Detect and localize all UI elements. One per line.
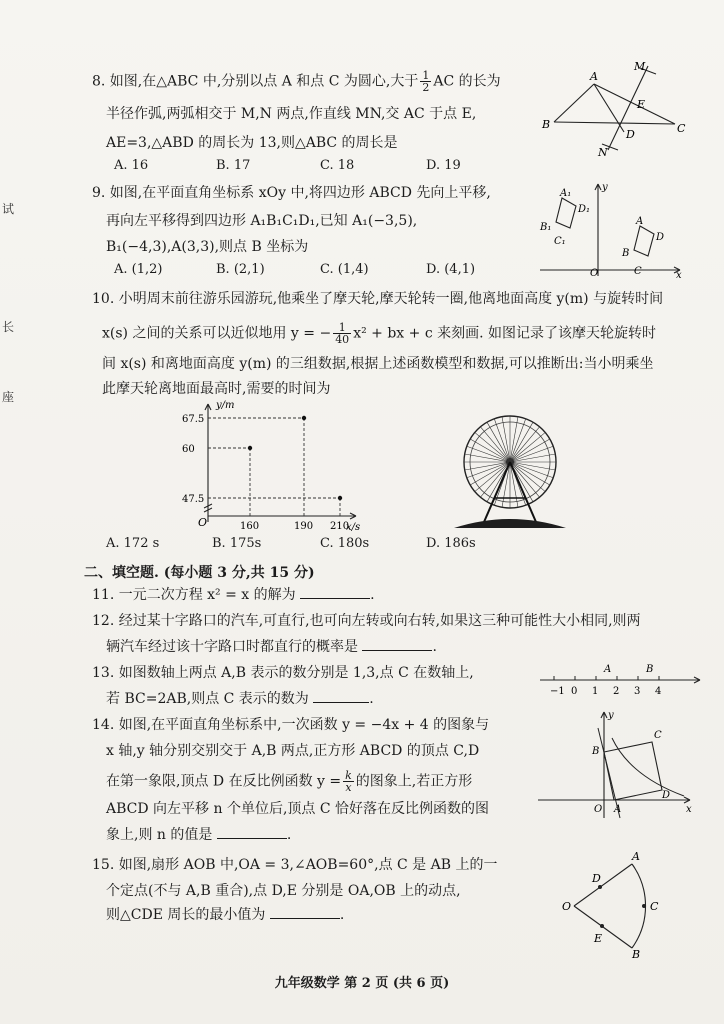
q9-option-d: D. (4,1)	[426, 262, 476, 277]
q14-line1: 14. 如图,在平面直角坐标系中,一次函数 y = −4x + 4 的图象与	[92, 717, 490, 733]
q8-option-a: A. 16	[114, 158, 149, 173]
q10-option-c: C. 180s	[320, 536, 370, 551]
q10-line1: 10. 小明周末前往游乐园游玩,他乘坐了摩天轮,摩天轮转一圈,他离地面高度 y(m) 与旋转时间	[92, 291, 664, 307]
x-tick-label: 210	[330, 521, 350, 532]
q13-point-b: B	[646, 664, 654, 675]
q9-line2: 再向左平移得到四边形 A₁B₁C₁D₁,已知 A₁(−3,5),	[106, 213, 418, 229]
q8-label-n: N	[598, 146, 608, 159]
answer-blank[interactable]	[313, 690, 369, 703]
q9-label-a1: A₁	[560, 188, 572, 199]
q14-line4: ABCD 向左平移 n 个单位后,顶点 C 恰好落在反比例函数的图	[106, 801, 490, 817]
y-tick-label: 60	[182, 444, 195, 455]
q8-line3: AE=3,△ABD 的周长为 13,则△ABC 的周长是	[106, 135, 398, 151]
q10-line4: 此摩天轮离地面最高时,需要的时间为	[102, 381, 331, 397]
q13-number-line	[536, 662, 706, 698]
q9-line3: B₁(−4,3),A(3,3),则点 B 坐标为	[106, 239, 309, 255]
q8-label-e: E	[637, 98, 646, 111]
q9-label-b1: B₁	[540, 222, 552, 233]
q14-coordinate-figure	[534, 708, 694, 820]
tick-label: 3	[634, 686, 641, 697]
q10-option-a: A. 172 s	[106, 536, 160, 551]
q15-line1: 15. 如图,扇形 AOB 中,OA = 3,∠AOB=60°,点 C 是 AB 上的一	[92, 857, 498, 873]
q8-label-a: A	[590, 70, 598, 83]
q15-label-o: O	[562, 900, 572, 913]
origin-label: O	[198, 516, 208, 529]
tick-label: 2	[613, 686, 620, 697]
q11-line: 11. 一元二次方程 x² = x 的解为 .	[92, 587, 375, 603]
q15-label-b: B	[632, 948, 641, 961]
answer-blank[interactable]	[300, 586, 370, 599]
q8-label-d: D	[626, 128, 635, 141]
q8-option-d: D. 19	[426, 158, 461, 173]
q10-scatter-chart	[180, 398, 370, 532]
q9-label-c: C	[634, 266, 642, 277]
q15-line2: 个定点(不与 A,B 重合),点 D,E 分别是 OA,OB 上的动点,	[106, 883, 461, 899]
q9-label-o: O	[590, 268, 599, 279]
y-tick-label: 47.5	[182, 494, 205, 505]
q9-coordinate-figure	[530, 178, 690, 281]
section-title-fill-in: 二、填空题. (每小题 3 分,共 15 分)	[84, 565, 315, 581]
tick-label: 4	[655, 686, 662, 697]
q10-line2: x(s) 之间的关系可以近似地用 y = − $\frac{1}{40}$ x² + bx + c 来刻画. 如图记录了该摩天轮旋转时	[102, 321, 657, 346]
q10-option-b: B. 175s	[212, 536, 262, 551]
q10-option-d: D. 186s	[426, 536, 476, 551]
side-mark: 长	[2, 320, 15, 334]
side-mark: 座	[2, 390, 15, 404]
q15-label-d: D	[592, 872, 601, 885]
q13-point-a: A	[604, 664, 612, 675]
side-mark: 试	[2, 202, 15, 216]
answer-blank[interactable]	[270, 906, 340, 919]
q9-line1: 9. 如图,在平面直角坐标系 xOy 中,将四边形 ABCD 先向上平移,	[92, 185, 491, 201]
y-tick-label: 67.5	[182, 414, 205, 425]
page-footer: 九年级数学 第 2 页 (共 6 页)	[274, 976, 450, 991]
q14-label-x: x	[686, 804, 692, 815]
q8-triangle-figure	[540, 60, 690, 160]
q14-line5: 象上,则 n 的值是 .	[106, 827, 292, 843]
q14-line3: 在第一象限,顶点 D 在反比例函数 y = $\frac{k}{x}$ 的图象上,若正方形	[106, 769, 473, 794]
q9-label-y: y	[602, 182, 608, 193]
q8-label-b: B	[542, 118, 551, 131]
q8-option-b: B. 17	[216, 158, 251, 173]
tick-label: 1	[592, 686, 599, 697]
q9-option-a: A. (1,2)	[114, 262, 163, 277]
ferris-wheel-image	[440, 410, 580, 530]
y-axis-label: y/m	[216, 400, 235, 411]
q12-line1: 12. 经过某十字路口的汽车,可直行,也可向左转或向右转,如果这三种可能性大小相同,则两	[92, 613, 641, 629]
data-point	[302, 416, 306, 420]
q8-option-c: C. 18	[320, 158, 355, 173]
q14-label-b: B	[592, 746, 600, 757]
q12-line2: 辆汽车经过该十字路口时都直行的概率是 .	[106, 639, 437, 655]
q9-option-c: C. (1,4)	[320, 262, 369, 277]
q15-line3: 则△CDE 周长的最小值为 .	[106, 907, 345, 923]
q13-line1: 13. 如图数轴上两点 A,B 表示的数分别是 1,3,点 C 在数轴上,	[92, 665, 474, 681]
q15-label-c: C	[650, 900, 659, 913]
q13-line2: 若 BC=2AB,则点 C 表示的数为 .	[106, 691, 374, 707]
q9-option-b: B. (2,1)	[216, 262, 265, 277]
data-point	[338, 496, 342, 500]
q14-label-d: D	[662, 790, 671, 801]
q9-label-a: A	[636, 216, 644, 227]
data-point	[248, 446, 252, 450]
x-axis-label: x/s	[346, 522, 361, 533]
q9-label-x: x	[676, 270, 682, 281]
answer-blank[interactable]	[217, 826, 287, 839]
q15-label-e: E	[594, 932, 603, 945]
q9-label-b: B	[622, 248, 630, 259]
q8-line1: 8. 如图,在△ABC 中,分别以点 A 和点 C 为圆心,大于 $\frac{1}{2}$ AC 的长为	[92, 69, 501, 94]
x-tick-label: 160	[240, 521, 260, 532]
q14-label-c: C	[654, 730, 662, 741]
answer-blank[interactable]	[362, 638, 432, 651]
tick-label: −1	[550, 686, 565, 697]
q8-label-c: C	[677, 122, 686, 135]
q9-label-d1: D₁	[578, 204, 591, 215]
q9-label-c1: C₁	[554, 236, 566, 247]
q9-label-d: D	[656, 232, 665, 243]
q10-line3: 间 x(s) 和离地面高度 y(m) 的三组数据,根据上述函数模型和数据,可以推断出:当小明乘坐	[102, 356, 654, 372]
q8-label-m: M	[634, 60, 646, 73]
q15-label-a: A	[632, 850, 640, 863]
q14-line2: x 轴,y 轴分别交别交于 A,B 两点,正方形 ABCD 的顶点 C,D	[106, 743, 480, 759]
q8-line2: 半径作弧,两弧相交于 M,N 两点,作直线 MN,交 AC 于点 E,	[106, 106, 477, 122]
tick-label: 0	[571, 686, 578, 697]
x-tick-label: 190	[294, 521, 314, 532]
q15-sector-figure	[560, 850, 680, 960]
q14-label-y: y	[608, 710, 614, 721]
q14-label-a: A	[614, 804, 622, 815]
q14-label-o: O	[594, 804, 603, 815]
